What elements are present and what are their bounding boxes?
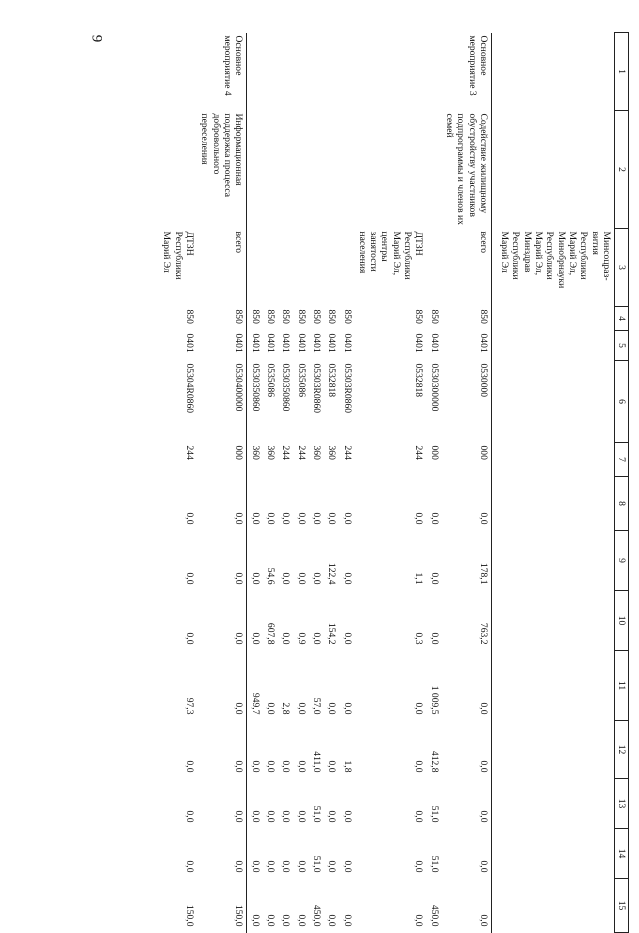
table-cell-8: 0,0: [184, 512, 196, 525]
table-cell-14: 51,0: [428, 855, 440, 873]
table-cell-10: 0,0: [280, 632, 292, 645]
table-cell-13: 51,0: [310, 805, 322, 823]
table-cell-7: 000: [197, 443, 247, 477]
table-cell-14: 0,0: [295, 860, 307, 873]
table-cell-11: 0,0: [197, 651, 247, 721]
table-cell-15: 0,0: [413, 914, 425, 927]
table-cell-7: 000: [428, 445, 440, 460]
col-header: 6: [615, 361, 629, 443]
executor-cell: Минсоцраз-вития Республики Марий Эл, Минобрнауки Республики Марий Эл, Минздрав Республики Марий Эл: [499, 231, 612, 289]
table-cell-12: 0,0: [280, 760, 292, 773]
table-cell-9: 0,0: [428, 572, 440, 585]
table-row: [197, 33, 247, 933]
executor-continuation-row: [492, 33, 615, 933]
table-cell-7: 244: [341, 445, 353, 460]
table-cell-1: [293, 33, 308, 111]
table-cell-5: 0401: [326, 333, 338, 353]
table-cell-7: 244: [295, 445, 307, 460]
table-cell-12: 411,0: [310, 751, 322, 773]
table-cell-1: [159, 33, 197, 111]
col-header: 12: [615, 721, 629, 779]
col-header: 1: [615, 33, 629, 111]
table-cell-13: 0,0: [197, 779, 247, 829]
table-cell-10: 0,0: [197, 591, 247, 651]
table-cell-3: [278, 229, 293, 307]
table-cell-14: 0,0: [184, 860, 196, 873]
table-cell-3: [247, 229, 263, 307]
table-cell-11: 0,0: [265, 702, 276, 715]
budget-table-sheet: [79, 32, 629, 932]
table-cell-2: [263, 111, 278, 229]
table-cell-15: 450,0: [428, 904, 440, 927]
table-cell-10: 154,2: [326, 622, 338, 645]
table-row: [309, 33, 324, 933]
table-cell-12: 0,0: [265, 760, 276, 773]
table-cell-3: [263, 229, 278, 307]
table-cell-2: [159, 111, 197, 229]
table-cell-11: 0,0: [326, 702, 338, 715]
table-cell-9: 0,0: [341, 572, 353, 585]
col-header: 15: [615, 879, 629, 933]
table-cell-6: 0535086: [265, 363, 276, 398]
table-cell-9: 0,0: [184, 572, 196, 585]
table-cell-15: 0,0: [442, 879, 492, 933]
table-cell-6: 05303R0860: [310, 363, 322, 414]
table-cell-15: 450,0: [310, 904, 322, 927]
table-cell-4: 850: [442, 307, 492, 331]
table-cell-3: ДТЗН Республики Марий Эл: [161, 231, 196, 280]
table-cell-12: 1,8: [341, 760, 353, 773]
table-cell-13: 0,0: [184, 810, 196, 823]
table-row: [355, 33, 427, 933]
table-cell-6: 0530350860: [280, 363, 292, 412]
table-cell-12: 0,0: [197, 721, 247, 779]
col-header: 8: [615, 477, 629, 531]
table-cell-9: 0,0: [310, 572, 322, 585]
table-cell-7: 244: [413, 445, 425, 460]
table-cell-2: [426, 111, 441, 229]
table-cell-8: 0,0: [280, 512, 292, 525]
col-header: 4: [615, 307, 629, 331]
table-row: [278, 33, 293, 933]
column-number-header: [615, 33, 629, 933]
table-cell-4: 850: [265, 309, 276, 324]
table-cell-15: 0,0: [249, 914, 261, 927]
table-cell-10: 0,0: [249, 632, 261, 645]
col-header: 11: [615, 651, 629, 721]
table-cell-1: [309, 33, 324, 111]
table-cell-7: 244: [184, 445, 196, 460]
table-row: [442, 33, 492, 933]
table-cell-8: 0,0: [326, 512, 338, 525]
table-cell-3: [293, 229, 308, 307]
table-cell-11: 0,0: [442, 651, 492, 721]
table-cell-8: 0,0: [413, 512, 425, 525]
table-cell-14: 0,0: [280, 860, 292, 873]
table-cell-9: 0,0: [280, 572, 292, 585]
table-cell-4: 850: [197, 307, 247, 331]
table-cell-9: 0,0: [197, 531, 247, 591]
table-cell-7: 360: [265, 445, 276, 460]
table-cell-4: 850: [428, 309, 440, 324]
table-cell-9: 54,6: [265, 567, 276, 585]
table-cell-11: 0,0: [341, 702, 353, 715]
table-cell-3: [324, 229, 339, 307]
table-cell-11: 2,8: [280, 702, 292, 715]
table-row: [263, 33, 278, 933]
table-cell-6: 0532818: [413, 363, 425, 398]
table-cell-5: 0401: [184, 333, 196, 353]
table-cell-1: [426, 33, 441, 111]
table-row: [159, 33, 197, 933]
table-cell-3: всего: [197, 229, 247, 307]
table-row: [339, 33, 354, 933]
table-cell-1: Основное мероприятие 4: [197, 33, 247, 111]
table-cell-4: 850: [310, 309, 322, 324]
table-cell-5: 0401: [197, 331, 247, 361]
table-cell-14: 0,0: [197, 829, 247, 879]
col-header: 10: [615, 591, 629, 651]
table-cell-1: Основное мероприятие 3: [442, 33, 492, 111]
table-cell-8: 0,0: [249, 512, 261, 525]
col-header: 2: [615, 111, 629, 229]
table-cell-10: 607,8: [265, 622, 276, 645]
table-cell-5: 0401: [442, 331, 492, 361]
table-cell-15: 0,0: [280, 914, 292, 927]
table-cell-13: 0,0: [326, 810, 338, 823]
col-header: 3: [615, 229, 629, 307]
table-cell-2: [293, 111, 308, 229]
table-cell-15: 150,0: [184, 904, 196, 927]
table-cell-1: [355, 33, 427, 111]
table-cell-6: 0530300000: [428, 363, 440, 412]
table-cell-11: 57,0: [310, 697, 322, 715]
table-cell-5: 0401: [265, 333, 276, 353]
col-header: 5: [615, 331, 629, 361]
table-cell-14: 0,0: [341, 860, 353, 873]
table-cell-13: 51,0: [428, 805, 440, 823]
table-cell-10: 0,0: [184, 632, 196, 645]
table-cell-5: 0401: [310, 333, 322, 353]
table-cell-5: 0401: [280, 333, 292, 353]
table-cell-14: 0,0: [326, 860, 338, 873]
table-cell-11: 1 009,5: [428, 685, 440, 715]
table-cell-6: 05304R0860: [184, 363, 196, 414]
table-cell-12: 0,0: [249, 760, 261, 773]
table-cell-15: 0,0: [326, 914, 338, 927]
table-cell-2: Содействие жилищному обустройству участников подпрограммы и членов их семей: [442, 111, 492, 229]
col-header: 14: [615, 829, 629, 879]
table-cell-10: 0,0: [341, 632, 353, 645]
table-cell-9: 178,1: [442, 531, 492, 591]
table-cell-5: 0401: [341, 333, 353, 353]
table-row: [426, 33, 441, 933]
table-cell-11: 0,0: [295, 702, 307, 715]
table-cell-1: [278, 33, 293, 111]
table-cell-8: 0,0: [295, 512, 307, 525]
table-cell-2: Информационная поддержка процесса добровольного переселения: [197, 111, 247, 229]
table-cell-1: [247, 33, 263, 111]
table-cell-7: 360: [310, 445, 322, 460]
table-cell-10: 0,3: [413, 632, 425, 645]
table-cell-8: 0,0: [341, 512, 353, 525]
table-cell-1: [263, 33, 278, 111]
table-cell-4: 850: [341, 309, 353, 324]
table-cell-12: 0,0: [184, 760, 196, 773]
table-cell-14: 0,0: [442, 829, 492, 879]
table-cell-13: 0,0: [413, 810, 425, 823]
col-header: 7: [615, 443, 629, 477]
table-cell-14: 0,0: [249, 860, 261, 873]
col-header: 9: [615, 531, 629, 591]
table-cell-7: 000: [442, 443, 492, 477]
table-cell-6: 0530400000: [197, 361, 247, 443]
table-cell-4: 850: [184, 309, 196, 324]
table-cell-3: [309, 229, 324, 307]
page-number: 9: [88, 34, 105, 43]
table-cell-14: 0,0: [265, 860, 276, 873]
table-cell-9: 0,0: [249, 572, 261, 585]
table-cell-10: 0,0: [310, 632, 322, 645]
table-cell-10: 0,9: [295, 632, 307, 645]
table-cell-13: 0,0: [341, 810, 353, 823]
table-cell-8: 0,0: [197, 477, 247, 531]
table-cell-3: [426, 229, 441, 307]
table-cell-15: 0,0: [341, 914, 353, 927]
table-cell-2: [324, 111, 339, 229]
table-cell-2: [278, 111, 293, 229]
table-cell-13: 0,0: [442, 779, 492, 829]
table-cell-15: 0,0: [295, 914, 307, 927]
table-cell-3: [339, 229, 354, 307]
table-cell-14: 0,0: [413, 860, 425, 873]
table-cell-9: 1,1: [413, 572, 425, 585]
table-cell-3: всего: [442, 229, 492, 307]
table-cell-8: 0,0: [428, 512, 440, 525]
table-cell-12: 0,0: [326, 760, 338, 773]
table-cell-3: ДТЗН Республики Марий Эл, центры занятости населения: [356, 231, 425, 280]
table-cell-8: 0,0: [310, 512, 322, 525]
table-cell-2: [309, 111, 324, 229]
table-cell-13: 0,0: [265, 810, 276, 823]
table-cell-8: 0,0: [442, 477, 492, 531]
table-cell-8: 0,0: [265, 512, 276, 525]
table-cell-5: 0401: [413, 333, 425, 353]
table-cell-5: 0401: [295, 333, 307, 353]
table-cell-12: 0,0: [442, 721, 492, 779]
table-row: [247, 33, 263, 933]
table-cell-10: 0,0: [428, 632, 440, 645]
table-cell-2: [355, 111, 427, 229]
table-cell-6: 0535086: [295, 363, 307, 398]
table-cell-4: 850: [280, 309, 292, 324]
table-cell-12: 0,0: [413, 760, 425, 773]
col-header: 13: [615, 779, 629, 829]
table-row: [293, 33, 308, 933]
table-cell-11: 949,7: [249, 692, 261, 715]
table-row: [324, 33, 339, 933]
table-cell-4: 850: [249, 309, 261, 324]
table-cell-6: 0530000: [442, 361, 492, 443]
table-cell-10: 763,2: [442, 591, 492, 651]
table-cell-2: [339, 111, 354, 229]
table-cell-13: 0,0: [249, 810, 261, 823]
table-cell-7: 360: [249, 445, 261, 460]
table-cell-15: 150,0: [197, 879, 247, 933]
budget-table: [159, 32, 629, 933]
table-cell-13: 0,0: [295, 810, 307, 823]
table-cell-14: 51,0: [310, 855, 322, 873]
table-cell-9: 0,0: [295, 572, 307, 585]
table-cell-1: [324, 33, 339, 111]
table-cell-5: 0401: [249, 333, 261, 353]
table-cell-7: 244: [280, 445, 292, 460]
table-cell-6: 05303R0860: [341, 363, 353, 414]
table-cell-15: 0,0: [265, 914, 276, 927]
table-cell-5: 0401: [428, 333, 440, 353]
table-cell-6: 0530350860: [249, 363, 261, 412]
table-cell-11: 97,3: [184, 697, 196, 715]
table-cell-12: 0,0: [295, 760, 307, 773]
table-cell-4: 850: [326, 309, 338, 324]
table-cell-1: [339, 33, 354, 111]
table-cell-11: 0,0: [413, 702, 425, 715]
table-cell-4: 850: [295, 309, 307, 324]
table-cell-12: 412,8: [428, 750, 440, 773]
table-cell-9: 122,4: [326, 562, 338, 585]
table-cell-4: 850: [413, 309, 425, 324]
table-cell-2: [247, 111, 263, 229]
table-cell-7: 360: [326, 445, 338, 460]
table-cell-13: 0,0: [280, 810, 292, 823]
table-cell-6: 0532818: [326, 363, 338, 398]
